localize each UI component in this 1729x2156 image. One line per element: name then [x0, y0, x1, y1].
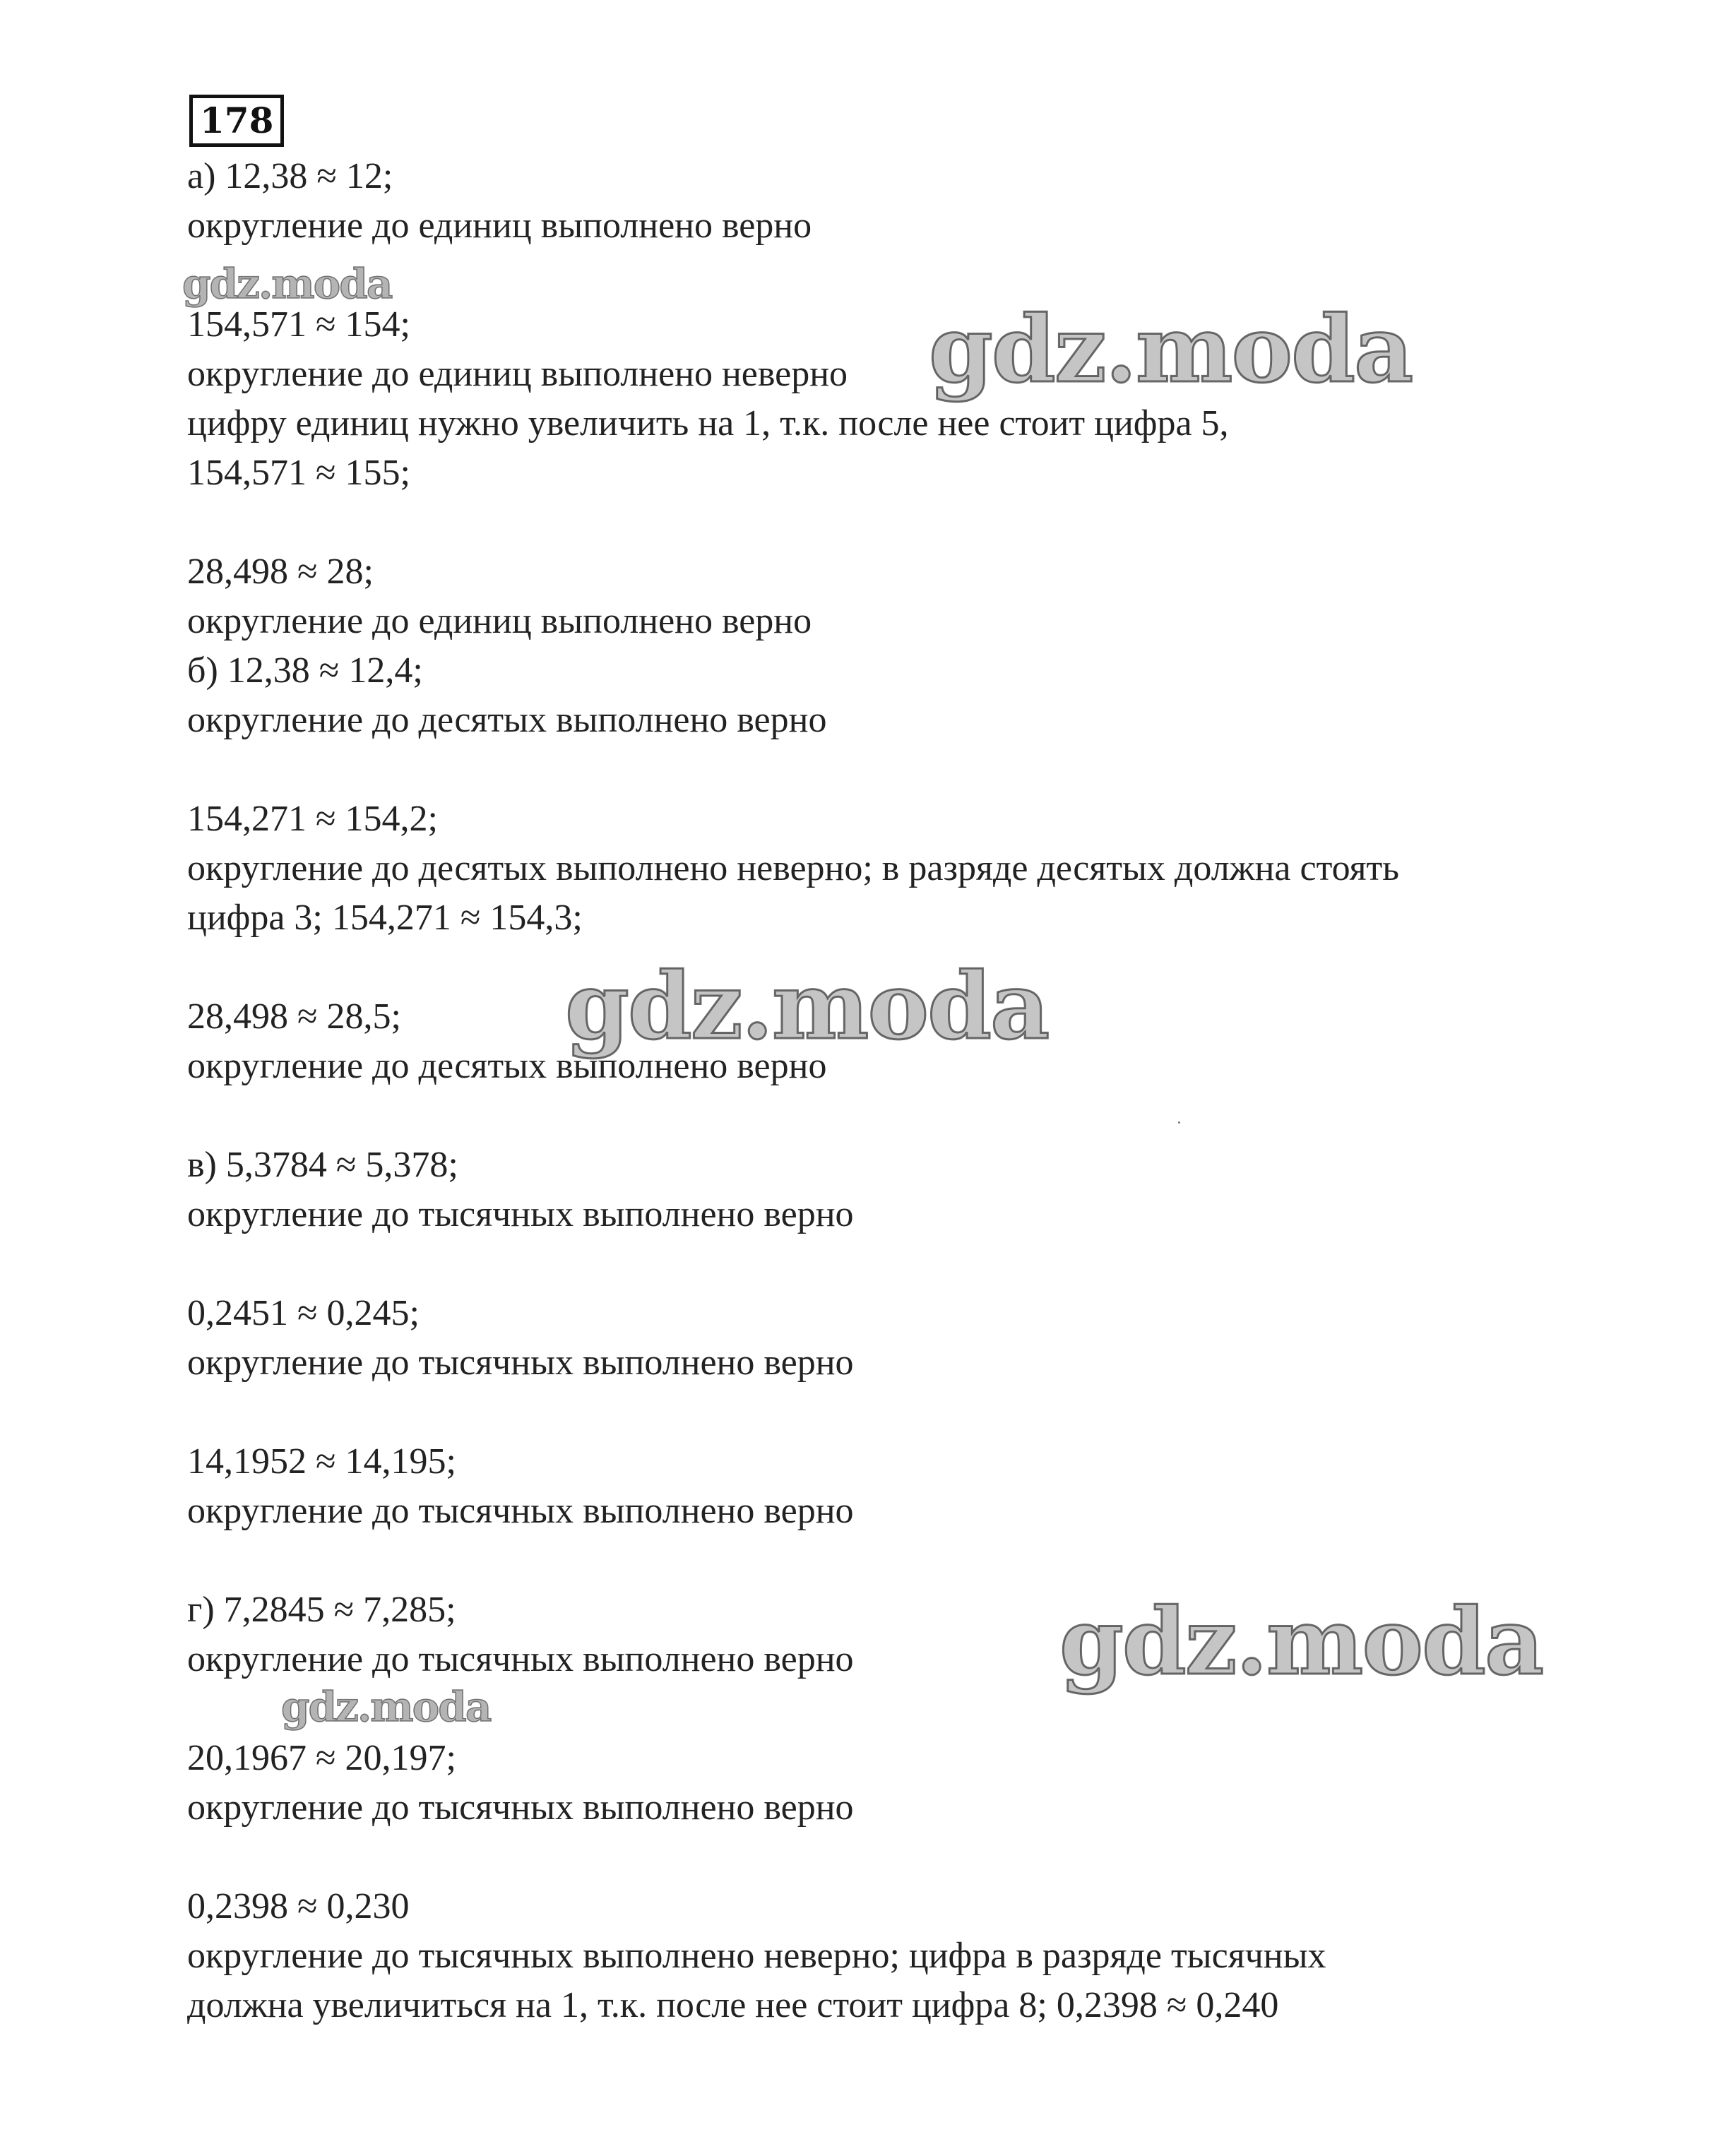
text-line: 154,271 ≈ 154,2; [187, 799, 438, 839]
text-line: 20,1967 ≈ 20,197; [187, 1738, 456, 1778]
watermark-small: gdz.moda [182, 260, 392, 308]
text-line: в) 5,3784 ≈ 5,378; [187, 1145, 458, 1185]
text-line: округление до единиц выполнено верно [187, 601, 812, 641]
text-line: 0,2398 ≈ 0,230 [187, 1886, 410, 1926]
text-line: цифра 3; 154,271 ≈ 154,3; [187, 898, 583, 938]
task-number-box: 178 [189, 95, 284, 147]
text-line: округление до десятых выполнено верно [187, 1046, 827, 1086]
text-line: цифру единиц нужно увеличить на 1, т.к. после нее стоит цифра 5, [187, 403, 1229, 443]
text-line: 0,2451 ≈ 0,245; [187, 1293, 420, 1333]
text-line: 154,571 ≈ 155; [187, 453, 410, 493]
text-line: округление до десятых выполнено неверно; в разряде десятых должна стоять [187, 848, 1399, 888]
text-line: должна увеличиться на 1, т.к. после нее стоит цифра 8; 0,2398 ≈ 0,240 [187, 1985, 1279, 2025]
watermark-large: gdz.moda [929, 295, 1413, 403]
speck [1178, 1121, 1180, 1124]
text-line: округление до тысячных выполнено верно [187, 1194, 854, 1234]
text-line: округление до единиц выполнено неверно [187, 354, 848, 394]
text-line: б) 12,38 ≈ 12,4; [187, 650, 423, 691]
text-line: а) 12,38 ≈ 12; [187, 156, 393, 196]
text-line: округление до тысячных выполнено верно [187, 1342, 854, 1383]
watermark-small: gdz.moda [281, 1683, 491, 1731]
text-line: г) 7,2845 ≈ 7,285; [187, 1590, 456, 1630]
text-line: округление до тысячных выполнено верно [187, 1491, 854, 1531]
watermark-large: gdz.moda [565, 952, 1049, 1060]
watermark-large: gdz.moda [1059, 1588, 1543, 1696]
text-line: 28,498 ≈ 28; [187, 552, 374, 592]
text-line: округление до тысячных выполнено верно [187, 1787, 854, 1828]
text-line: округление до тысячных выполнено верно [187, 1639, 854, 1679]
text-line: округление до десятых выполнено верно [187, 700, 827, 740]
text-line: округление до тысячных выполнено неверно; цифра в разряде тысячных [187, 1936, 1326, 1976]
text-line: округление до единиц выполнено верно [187, 206, 812, 246]
text-line: 14,1952 ≈ 14,195; [187, 1441, 456, 1482]
text-line: 28,498 ≈ 28,5; [187, 996, 401, 1037]
text-line: 154,571 ≈ 154; [187, 304, 410, 345]
